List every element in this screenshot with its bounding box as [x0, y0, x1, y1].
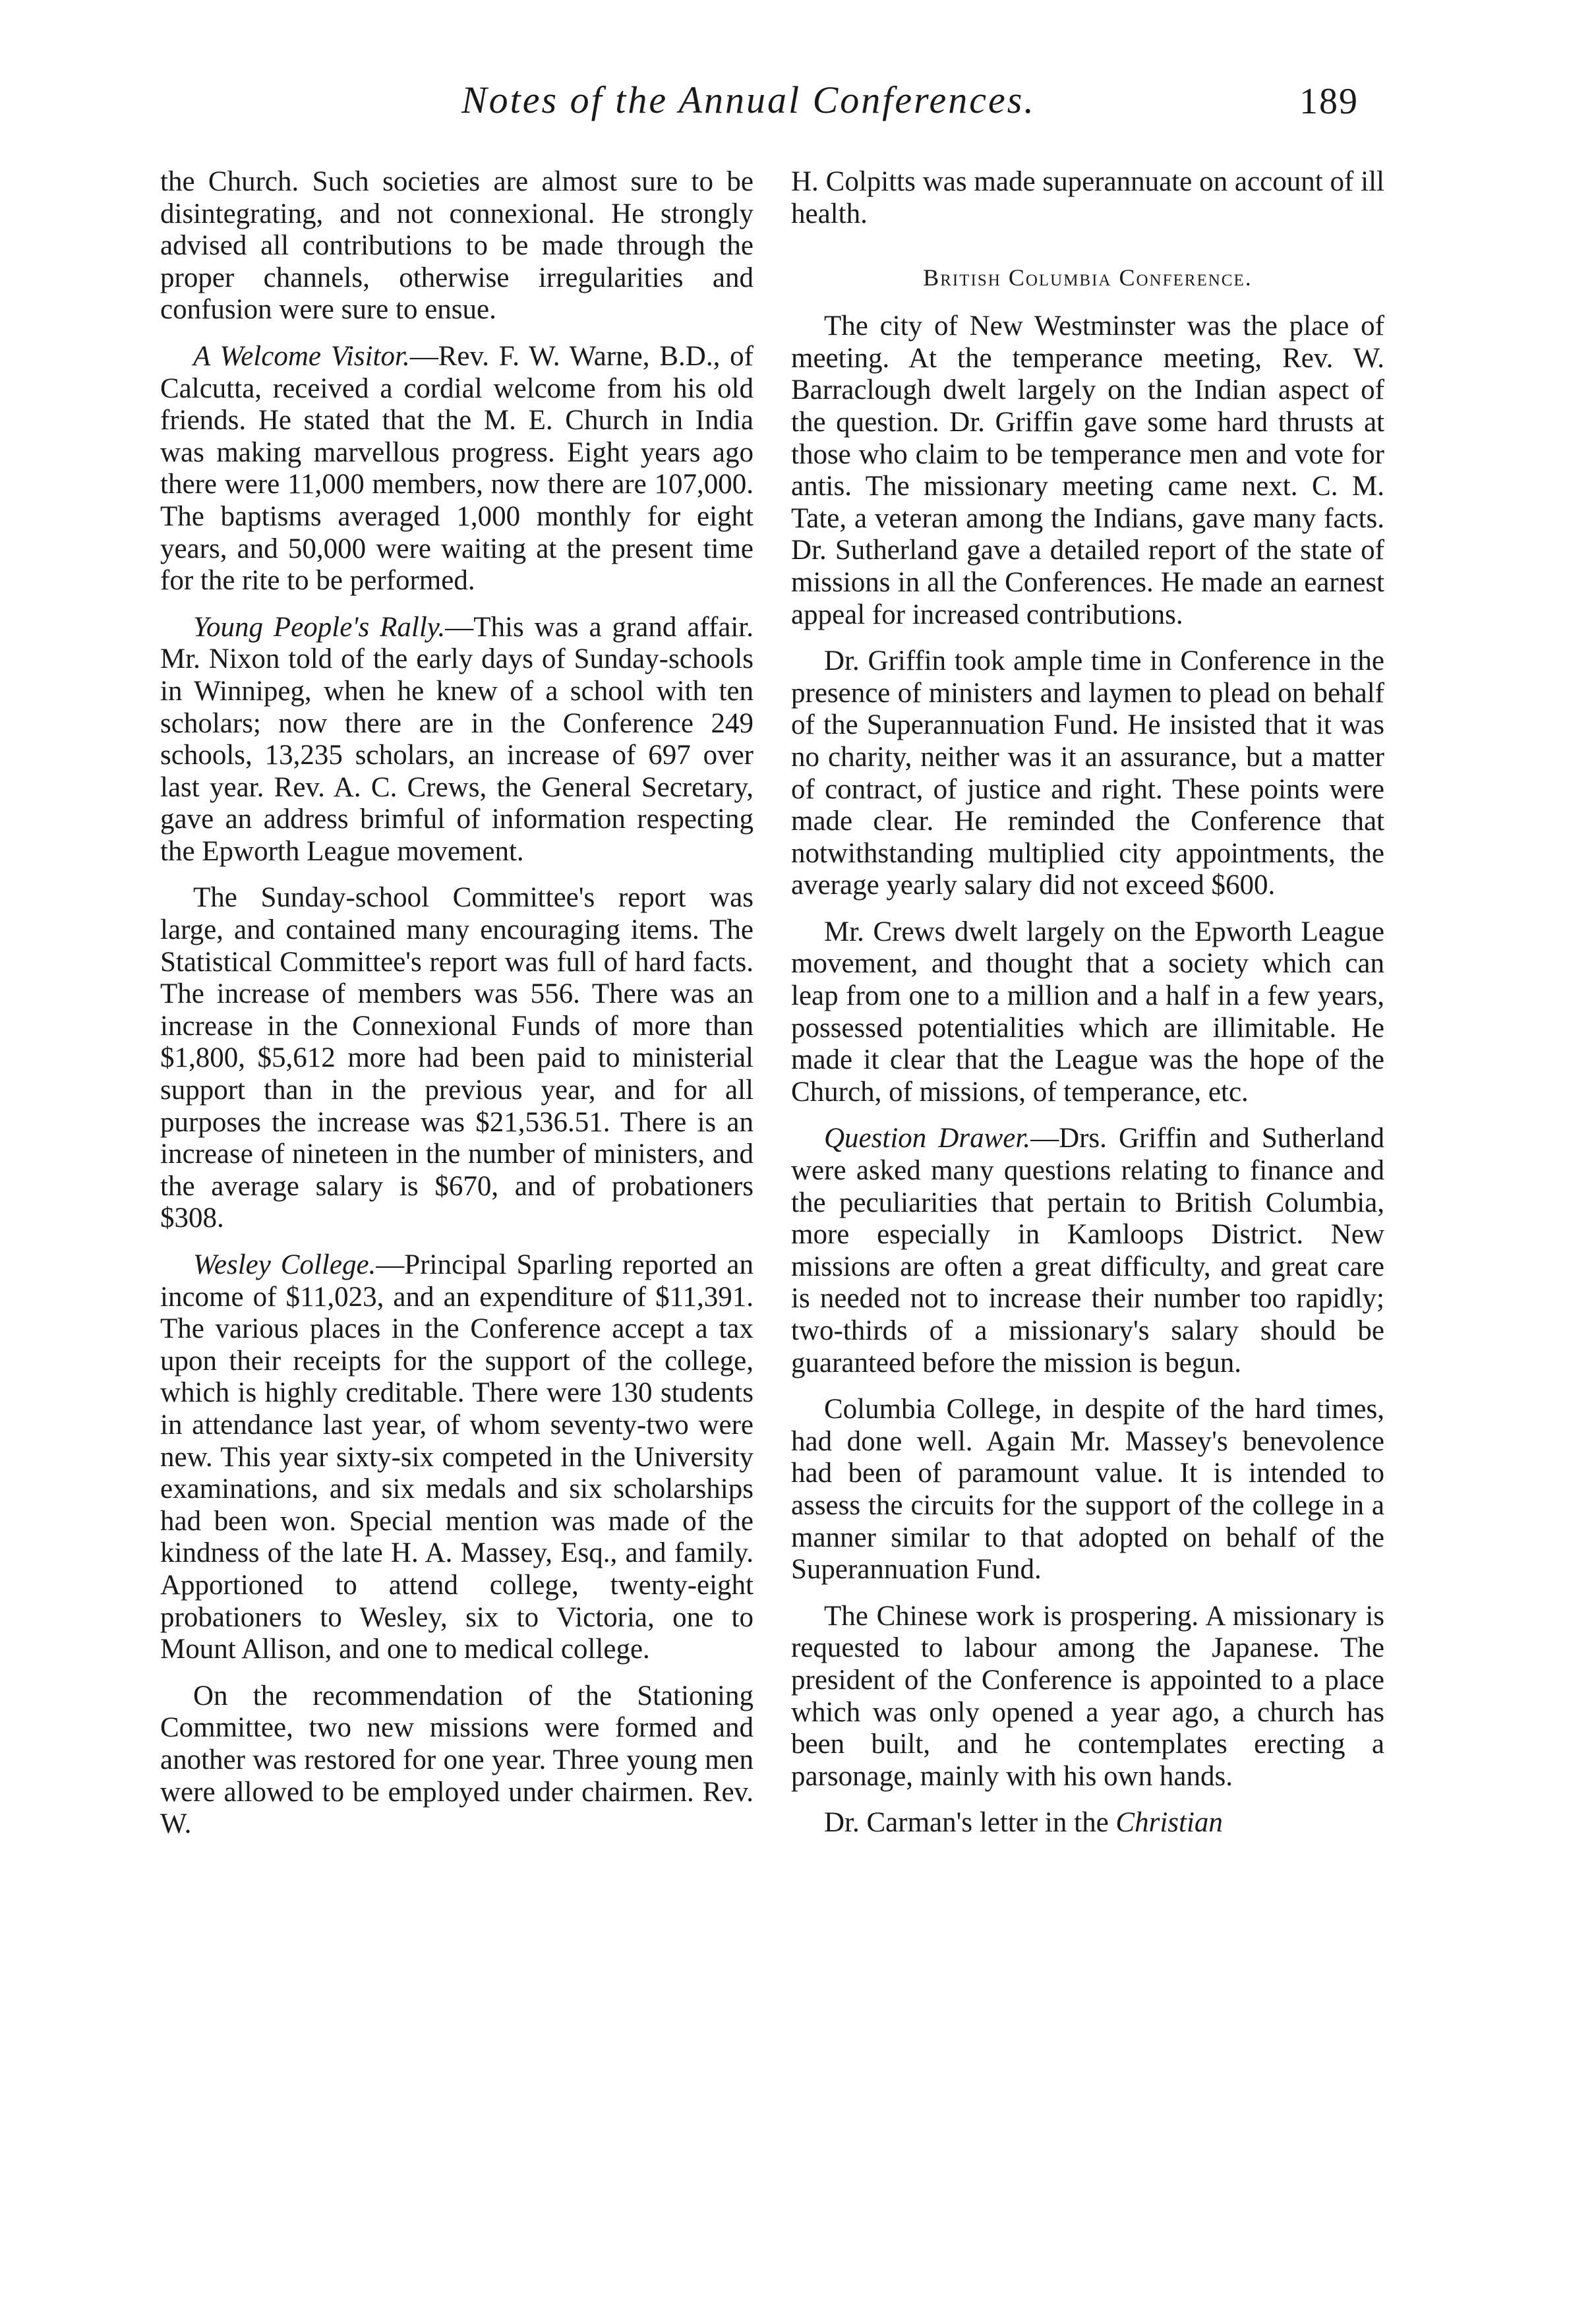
paragraph: the Church. Such societies are almost sure to be disintegrating, and not connexional. He strongly advised all contributions to be made through the proper channels, otherwise irregularities and confusion were sure to ensue. [160, 166, 754, 326]
paragraph-carman-letter [791, 1807, 1384, 1839]
paragraph-body: —This was a grand affair. Mr. Nixon told of the early days of Sunday-schools in Winnipeg, when he knew of a school with ten scholars; now there are in the Conference 249 schools, 13,235 scholars, an increase of 697 over last year. Rev. A. C. Crews, the General Secretary, gave an address brimful of information respecting the Epworth League movement. [160, 611, 754, 867]
paragraph: Dr. Griffin took ample time in Conference in the presence of ministers and laymen to plead on behalf of the Superannuation Fund. He insisted that it was no charity, neither was it an assurance, but a matter of contract, of justice and right. These points were made clear. He reminded the Conference that notwithstanding multiplied city appointments, the average yearly salary did not exceed $600. [791, 645, 1384, 901]
paragraph-heading: Young People's Rally. [193, 611, 446, 643]
paragraph-heading: Question Drawer. [824, 1123, 1031, 1154]
page-number: 189 [1299, 81, 1359, 122]
paragraph: The city of New Westminster was the place of meeting. At the temperance meeting, Rev. W. Barraclough dwelt largely on the Indian aspect of the question. Dr. Griffin gave some hard thrusts at those who claim to be temperance men and vote for antis. The missionary meeting came next. C. M. Tate, a veteran among the Indians, gave many facts. Dr. Sutherland gave a detailed report of the state of missions in all the Conferences. He made an earnest appeal for increased contributions. [791, 311, 1384, 630]
paragraph-body: —Rev. F. W. Warne, B.D., of Calcutta, received a cordial welcome from his old friends. He stated that the M. E. Church in India was making marvellous progress. Eight years ago there were 11,000 members, now there are 107,000. The baptisms averaged 1,000 monthly for eight years, and 50,000 were waiting at the present time for the rite to be performed. [160, 340, 754, 597]
running-header [0, 78, 1596, 131]
paragraph: On the recommendation of the Stationing Committee, two new missions were formed and another was restored for one year. Three young men were allowed to be employed under chairmen. Rev. W. [160, 1680, 754, 1840]
left-column [160, 166, 754, 1855]
paragraph-heading: Wesley College. [193, 1249, 376, 1280]
paragraph-wesley-college [160, 1249, 754, 1666]
paragraph-young-peoples-rally [160, 612, 754, 868]
paragraph-body: —Drs. Griffin and Sutherland were asked many questions relating to finance and the peculiarities that pertain to British Columbia, more especially in Kamloops District. New missions are often a great difficulty, and great care is needed not to increase their number too rapidly; two-thirds of a missionary's salary should be guaranteed before the mission is begun. [791, 1123, 1384, 1379]
paragraph: The Chinese work is prospering. A missionary is requested to labour among the Japanese. The president of the Conference is appointed to a place which was only opened a year ago, a church has been built, and he contemplates erecting a parsonage, mainly with his own hands. [791, 1600, 1384, 1792]
paragraph-welcome-visitor [160, 341, 754, 597]
paragraph-body: —Principal Sparling reported an income of $11,023, and an expenditure of $11,391. The various places in the Conference accept a tax upon their receipts for the support of the college, which is highly creditable. There were 130 students in attendance last year, of whom seventy-two were new. This year sixty-six competed in the University examinations, and six medals and six scholarships had been won. Special mention was made of the kindness of the late H. A. Massey, Esq., and family. Apportioned to attend college, twenty-eight probationers to Wesley, six to Victoria, one to Mount Allison, and one to medical college. [160, 1249, 754, 1665]
paragraph: Columbia College, in despite of the hard times, had done well. Again Mr. Massey's benevolence had been of paramount value. It is intended to assess the circuits for the support of the college in a manner similar to that adopted on behalf of the Superannuation Fund. [791, 1394, 1384, 1586]
section-heading: British Columbia Conference. [923, 264, 1253, 291]
paragraph-italic: Christian [1115, 1807, 1223, 1839]
paragraph: The Sunday-school Committee's report was large, and contained many encouraging items. The Statistical Committee's report was full of hard facts. The increase of members was 556. There was an increase in the Connexional Funds of more than $1,800, $5,612 more had been paid to ministerial support than in the previous year, and for all purposes the increase was $21,536.51. There is an increase of nineteen in the number of ministers, and the average salary is $670, and of probationers $308. [160, 882, 754, 1234]
right-column [791, 166, 1384, 1854]
paragraph: H. Colpitts was made superannuate on account of ill health. [791, 166, 1384, 229]
paragraph-heading: A Welcome Visitor. [193, 340, 410, 372]
paragraph: Mr. Crews dwelt largely on the Epworth League movement, and thought that a society which can leap from one to a million and a half in a few years, possessed potentialities which are illimitable. He made it clear that the League was the hope of the Church, of missions, of temperance, etc. [791, 916, 1384, 1108]
paragraph-question-drawer [791, 1123, 1384, 1379]
paragraph-body: Dr. Carman's letter in the [824, 1807, 1109, 1839]
running-title: Notes of the Annual Conferences. [461, 78, 1036, 121]
